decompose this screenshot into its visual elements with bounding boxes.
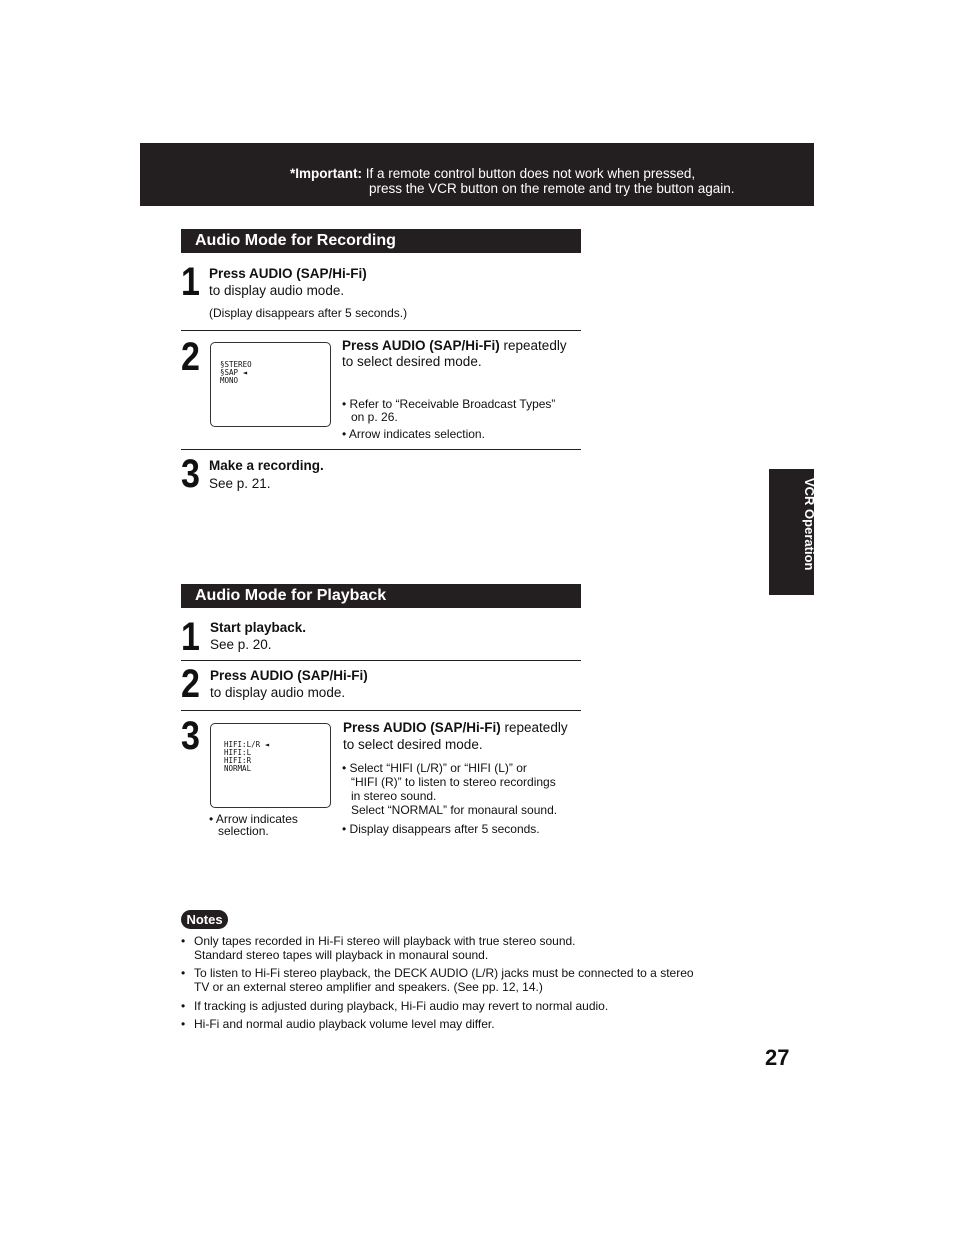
divider — [181, 710, 581, 711]
recording-step-3-detail: See p. 21. — [209, 476, 271, 491]
note-item — [181, 1017, 681, 1031]
osd-line-hifi-lr: HIFI:L/R ◄ — [224, 740, 270, 749]
note-bullet: • — [181, 934, 186, 948]
note-text: If tracking is adjusted during playback, Hi-Fi audio may revert to normal audio. — [194, 999, 609, 1013]
playback-step-1-detail: See p. 20. — [210, 637, 272, 652]
osd-line-mono: MONO — [220, 376, 239, 385]
recording-step-2-detail: to select desired mode. — [342, 354, 482, 369]
recording-osd-screen — [210, 342, 331, 427]
playback-step-3-number: 3 — [181, 714, 199, 758]
divider — [181, 660, 581, 661]
banner-line-2: press the VCR button on the remote and try the button again. — [369, 181, 735, 196]
playback-section-title: Audio Mode for Playback — [181, 584, 581, 608]
note-bullet: • — [181, 999, 186, 1013]
recording-section-title: Audio Mode for Recording — [181, 229, 581, 253]
page-number: 27 — [765, 1045, 790, 1070]
osd-line-sap: §SAP ◄ — [220, 368, 248, 377]
playback-step-2-instruction: Press AUDIO (SAP/Hi-Fi) — [210, 668, 368, 683]
important-banner — [140, 143, 814, 206]
playback-step-2-detail: to display audio mode. — [210, 685, 346, 700]
osd-line-hifi-r: HIFI:R — [224, 756, 252, 765]
vcr-operation-tab — [769, 469, 817, 595]
osd-line-stereo: §STEREO — [220, 360, 252, 369]
recording-step-3-instruction: Make a recording. — [209, 458, 324, 473]
osd-line-normal: NORMAL — [224, 764, 252, 773]
playback-step-3-instruction-rest: repeatedly — [500, 720, 568, 735]
recording-step-3-number: 3 — [181, 452, 199, 496]
notes-badge: Notes — [181, 910, 228, 929]
note-bullet: • — [181, 1017, 186, 1031]
playback-step-3-detail: to select desired mode. — [343, 737, 483, 752]
recording-step-2-instruction-rest: repeatedly — [499, 338, 567, 353]
note-item — [181, 999, 681, 1013]
osd-line-hifi-l: HIFI:L — [224, 748, 252, 757]
playback-step-3-bullet-2: • Display disappears after 5 seconds. — [342, 822, 540, 836]
playback-step-3-bullet-1-line-2: “HIFI (R)” to listen to stereo recordings — [351, 775, 556, 789]
recording-step-2-instruction: Press AUDIO (SAP/Hi-Fi) — [342, 338, 500, 353]
note-item — [181, 966, 761, 994]
playback-step-3-instruction-line — [343, 720, 568, 736]
note-item — [181, 934, 681, 962]
divider — [181, 449, 581, 450]
note-text: Only tapes recorded in Hi-Fi stereo will playback with true stereo sound. — [194, 934, 576, 948]
note-text: Hi-Fi and normal audio playback volume level may differ. — [194, 1017, 495, 1031]
playback-step-1-number: 1 — [181, 615, 199, 659]
note-bullet: • — [181, 966, 186, 980]
playback-step-3-bullet-1-line-3: in stereo sound. — [351, 789, 437, 803]
recording-step-2-bullet-1-line-2: on p. 26. — [351, 410, 398, 424]
banner-line-1 — [290, 166, 695, 181]
playback-step-3-instruction: Press AUDIO (SAP/Hi-Fi) — [343, 720, 501, 735]
side-tab-label: VCR Operation — [802, 478, 817, 571]
note-text: To listen to Hi-Fi stereo playback, the DECK AUDIO (L/R) jacks must be connected to a stereo — [194, 966, 694, 980]
playback-step-2-number: 2 — [181, 662, 199, 706]
playback-osd-screen — [210, 723, 331, 808]
important-label: *Important: — [290, 166, 362, 181]
recording-step-2-bullet-1-line-1: • Refer to “Receivable Broadcast Types” — [342, 397, 556, 411]
banner-text-1: If a remote control button does not work when pressed, — [362, 166, 696, 181]
divider — [181, 330, 581, 331]
recording-step-1-number: 1 — [181, 260, 199, 304]
playback-screen-note-line-1: • Arrow indicates — [209, 812, 298, 826]
playback-step-3-bullet-1-line-1: • Select “HIFI (L/R)” or “HIFI (L)” or — [342, 761, 527, 775]
playback-screen-note-line-2: selection. — [218, 824, 269, 838]
recording-step-1-note: (Display disappears after 5 seconds.) — [209, 306, 408, 320]
note-text: TV or an external stereo amplifier and speakers. (See pp. 12, 14.) — [194, 980, 543, 994]
note-text: Standard stereo tapes will playback in monaural sound. — [194, 948, 489, 962]
recording-step-1-detail: to display audio mode. — [209, 283, 345, 298]
playback-step-3-bullet-1-line-4: Select “NORMAL” for monaural sound. — [351, 803, 558, 817]
recording-step-2-number: 2 — [181, 335, 199, 379]
recording-step-1-instruction: Press AUDIO (SAP/Hi-Fi) — [209, 266, 367, 281]
recording-step-2-instruction-line — [342, 338, 567, 354]
playback-step-1-instruction: Start playback. — [210, 620, 307, 635]
recording-step-2-bullet-2: • Arrow indicates selection. — [342, 427, 485, 441]
